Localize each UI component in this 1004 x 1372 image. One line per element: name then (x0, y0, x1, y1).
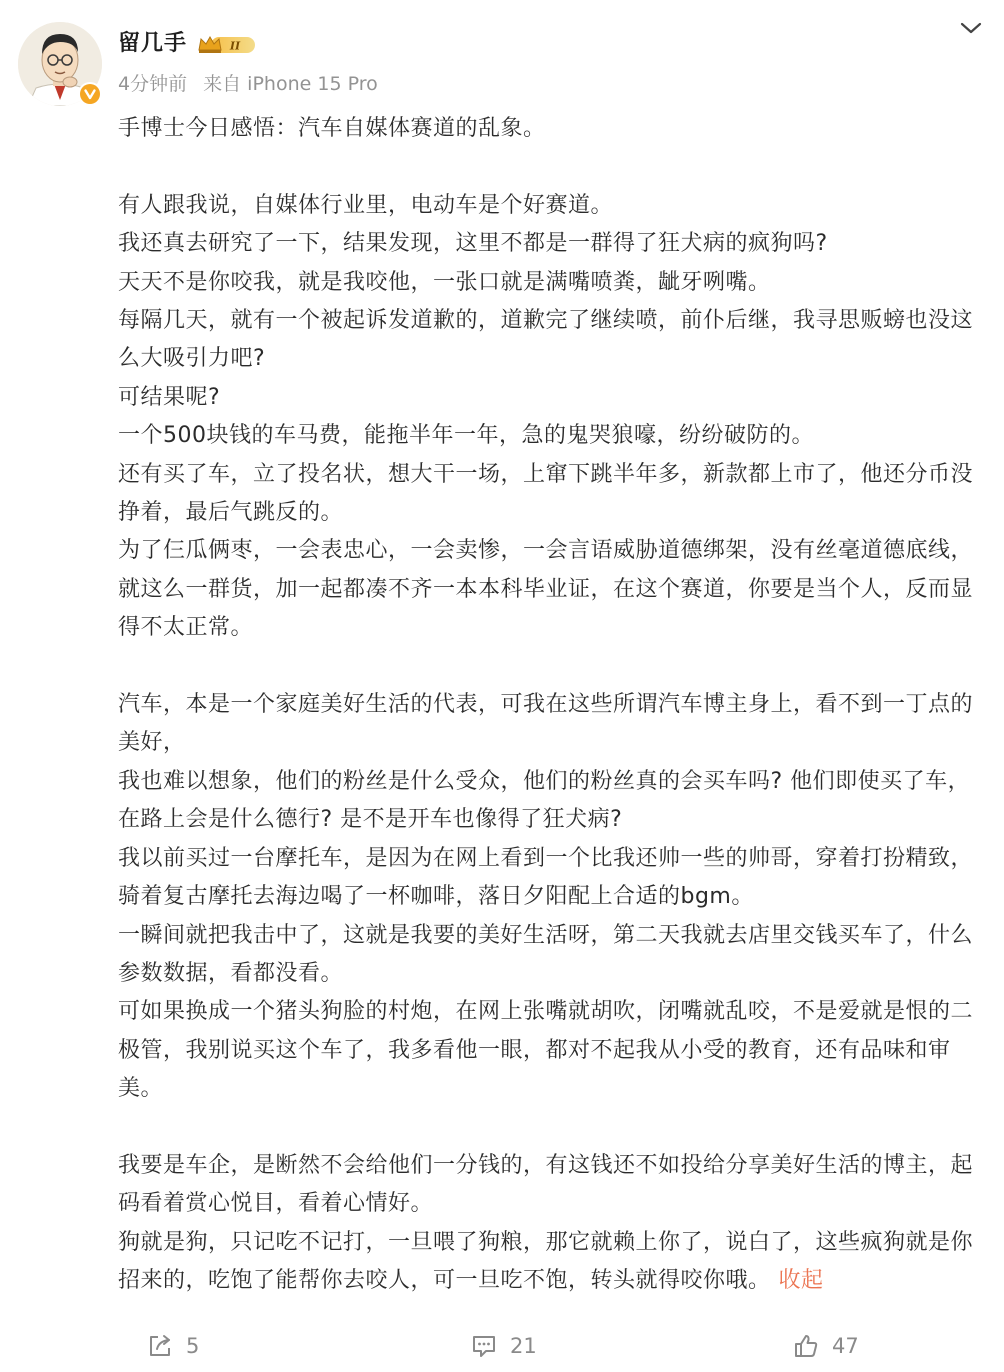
post-paragraph: 有人跟我说，自媒体行业里，电动车是个好赛道。 (118, 192, 614, 218)
post-source: 来自 iPhone 15 Pro (203, 73, 378, 95)
comment-icon (470, 1332, 498, 1360)
vip-level: II (229, 39, 241, 53)
repost-count: 5 (186, 1334, 200, 1358)
paragraph-spacer (118, 648, 984, 686)
paragraph-spacer (118, 148, 984, 186)
post-paragraph: 每隔几天，就有一个被起诉发道歉的，道歉完了继续喷，前仆后继，我寻思贩螃也没这么大吸引力吧? (118, 308, 974, 372)
post-time: 4分钟前 (118, 73, 188, 95)
post-actions (0, 1326, 1004, 1366)
like-count: 47 (832, 1334, 859, 1358)
post-paragraph-last (118, 1224, 984, 1301)
post-paragraph: 手博士今日感悟：汽车自媒体赛道的乱象。 (118, 116, 546, 141)
post-content (118, 110, 984, 1301)
collapse-link[interactable]: 收起 (778, 1268, 824, 1294)
thumbs-up-icon (792, 1332, 820, 1360)
post-paragraph: 天天不是你咬我，就是我咬他，一张口就是满嘴喷粪，龇牙咧嘴。 (118, 269, 771, 295)
repost-button[interactable] (146, 1326, 199, 1366)
comment-button[interactable] (470, 1326, 537, 1366)
comment-count: 21 (510, 1334, 537, 1358)
post-paragraph: 我以前买过一台摩托车，是因为在网上看到一个比我还帅一些的帅哥，穿着打扮精致，骑着复古摩托去海边喝了一杯咖啡，落日夕阳配上合适的bgm。 (118, 845, 974, 910)
post-paragraph: 可结果呢? (118, 384, 221, 410)
post-paragraph: 一瞬间就把我击中了，这就是我要的美好生活呀，第二天我就去店里交钱买车了，什么参数数据，看都没看。 (118, 922, 974, 986)
post-paragraph: 我还真去研究了一下，结果发现，这里不都是一群得了狂犬病的疯狗吗? (118, 231, 828, 257)
post-paragraph: 我要是车企，是断然不会给他们一分钱的，有这钱还不如投给分享美好生活的博主，起码看着赏心悦目，看着心情好。 (118, 1152, 974, 1217)
post-paragraph: 可如果换成一个猪头狗脸的村炮，在网上张嘴就胡吹，闭嘴就乱咬，不是爱就是恨的二极管，我别说买这个车了，我多看他一眼，都对不起我从小受的教育，还有品味和审美。 (118, 999, 974, 1102)
post-meta (118, 70, 378, 98)
post-paragraph: 还有买了车，立了投名状，想大干一场，上窜下跳半年多，新款都上市了，他还分币没挣着，最后气跳反的。 (118, 461, 974, 526)
username[interactable]: 留几手 (118, 31, 188, 56)
post-paragraph: 为了仨瓜俩枣，一会表忠心，一会卖惨，一会言语威胁道德绑架，没有丝毫道德底线，就这么一群货，加一起都凑不齐一本本科毕业证，在这个赛道，你要是当个人，反而显得不太正常。 (118, 538, 974, 641)
like-button[interactable] (792, 1326, 859, 1366)
verified-badge-icon (78, 82, 102, 106)
post-paragraph: 汽车，本是一个家庭美好生活的代表，可我在这些所谓汽车博主身上，看不到一丁点的美好， (118, 692, 974, 756)
chevron-down-icon (956, 16, 986, 40)
repost-icon (146, 1332, 174, 1360)
paragraph-spacer (118, 1109, 984, 1147)
post-paragraph-text: 狗就是狗，只记吃不记打，一旦喂了狗粮，那它就赖上你了，说白了，这些疯狗就是你招来的，吃饱了能帮你去咬人，可一旦吃不饱，转头就得咬你哦。 (118, 1229, 974, 1294)
post-paragraph: 我也难以想象，他们的粉丝是什么受众，他们的粉丝真的会买车吗? 他们即使买了车，在路上会是什么德行? 是不是开车也像得了狂犬病? (118, 768, 971, 833)
vip-crown-badge-icon[interactable] (197, 34, 259, 56)
post-menu-button[interactable] (956, 16, 986, 40)
post-paragraph: 一个500块钱的车马费，能拖半年一年，急的鬼哭狼嚎，纷纷破防的。 (118, 423, 814, 449)
